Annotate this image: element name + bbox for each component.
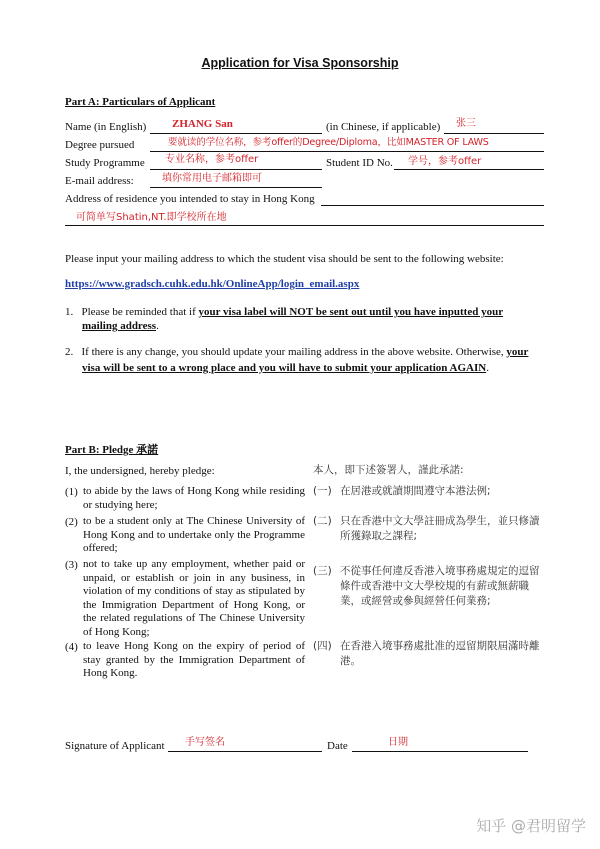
email-line <box>150 187 322 188</box>
pledge-en-number: (2) <box>65 516 78 528</box>
signature-value[interactable]: 手写签名 <box>185 737 225 748</box>
name-cn-label: (in Chinese, if applicable) <box>326 121 441 133</box>
name-cn-line <box>444 133 544 134</box>
part-a-heading: Part A: Particulars of Applicant <box>65 96 216 108</box>
student-id-label: Student ID No. <box>326 157 393 169</box>
student-id-line <box>394 169 544 170</box>
pledge-en-item: to leave Hong Kong on the expiry of period of stay granted by the Immigration Department of Hong Kong. <box>83 640 305 680</box>
name-en-value[interactable]: ZHANG San <box>172 118 233 130</box>
mailing-intro: Please input your mailing address to which the student visa should be sent to the following website: <box>65 253 504 265</box>
mailing-url-link[interactable]: https://www.gradsch.cuhk.edu.hk/OnlineApp/login_email.aspx <box>65 278 360 290</box>
document-page: Application for Visa Sponsorship Part A: Particulars of Applicant Name (in English) ZHANG San (in Chinese, if applicable) 张三 Degree pursued 要就读的学位名称，参考offer的Degree/Diploma，比如MASTER OF LAWS Study Programme 专业名称，参考offer Student ID No. 学号，参考offer E-mail address: 填你常用电子邮箱即可 Address of residence you intended to stay in Hong Kong 可简单写Shatin,NT.即学校所在地 Please input your mailing address to which the student visa should be sent to the following website: https://www.gradsch.cuhk.edu.hk/OnlineApp/login_email.aspx 1. Please be reminded that if your visa label will NOT be sent out until you have inputted your mailing address. 2. If there is any change, you should update your mailing address in the above website. Otherwise, your visa will be sent to a wrong place and you will have to submit your application AGAIN. Part B: Pledge 承諾 I, the undersigned, hereby pledge: 本人，即下述簽署人，謹此承諾: (1) to abide by the laws of Hong Kong while residing or studying here; (2) to be a student only at The Chinese University of Hong Kong and to undertake only the Programme offered; (3) not to take up any employment, whether paid or unpaid, or establish or join in any business, in violation of my conditions of stay as stipulated by the Immigration Department of Hong Kong, or the related regulations of The Chinese University of Hong Kong; (4) to leave Hong Kong on the expiry of period of stay granted by the Immigration Department of Hong Kong. (一) 在居港或就讀期間遵守本港法例; (二) 只在香港中文大學註冊成為學生，並只修讀所獲錄取之課程; (三) 不從事任何違反香港入境事務處規定的逗留條件或香港中文大學校規的有薪或無薪職業，或經營或參與經營任何業務; (四) 在香港入境事務處批准的逗留期限屆滿時離港。 Signature of Applicant 手写签名 Date 日期 知乎 @君明留学 <box>0 0 600 849</box>
pledge-en-number: (3) <box>65 559 78 571</box>
degree-line <box>150 151 544 152</box>
programme-line <box>150 169 322 170</box>
pledge-en-number: (1) <box>65 486 78 498</box>
item2-bold-2: visa will be sent to a wrong place and you will have to submit your application AGAIN <box>82 362 487 374</box>
signature-label: Signature of Applicant <box>65 740 165 752</box>
date-line <box>352 751 528 752</box>
name-cn-value[interactable]: 张三 <box>456 118 476 129</box>
degree-value[interactable]: 要就读的学位名称，参考offer的Degree/Diploma，比如MASTER OF LAWS <box>168 137 489 148</box>
signature-line <box>168 751 322 752</box>
student-id-value[interactable]: 学号，参考offer <box>408 156 482 167</box>
email-label: E-mail address: <box>65 175 134 187</box>
date-label: Date <box>327 740 348 752</box>
pledge-zh-number: (一) <box>313 485 332 497</box>
pledge-intro-zh: 本人，即下述簽署人，謹此承諾: <box>313 464 464 476</box>
item1-text: 1. Please be reminded that if <box>65 306 199 318</box>
pledge-zh-number: (三) <box>313 565 332 577</box>
part-b-heading: Part B: Pledge 承諾 <box>65 444 159 456</box>
name-en-label: Name (in English) <box>65 121 147 133</box>
pledge-en-item: not to take up any employment, whether paid or unpaid, or establish or join in any business, in violation of my conditions of stay as stipulated by the Immigration Department of Hong Kong, or the related regulations of The Chinese University of Hong Kong; <box>83 558 305 638</box>
degree-label: Degree pursued <box>65 139 135 151</box>
item1-bold: your visa label will NOT be sent out until you have inputted your <box>198 306 504 318</box>
pledge-zh-item: 在居港或就讀期間遵守本港法例; <box>340 485 491 497</box>
pledge-zh-item: 不從事任何違反香港入境事務處規定的逗留條件或香港中文大學校規的有薪或無薪職業，或經營或參與經營任何業務; <box>340 565 540 607</box>
pledge-en-number: (4) <box>65 641 78 653</box>
address-line-1 <box>321 205 544 206</box>
page-title: Application for Visa Sponsorship <box>201 56 399 70</box>
pledge-intro-en: I, the undersigned, hereby pledge: <box>65 465 215 477</box>
pledge-zh-number: (二) <box>313 515 332 527</box>
item2-text: 2. If there is any change, you should update your mailing address in the above website. Otherwise, <box>65 346 507 358</box>
pledge-en-item: to abide by the laws of Hong Kong while residing or studying here; <box>83 485 305 511</box>
pledge-en-item: to be a student only at The Chinese University of Hong Kong and to undertake only the Programme offered; <box>83 515 305 555</box>
item1-bold-2: mailing address <box>82 320 157 332</box>
address-line-2 <box>65 225 544 226</box>
pledge-zh-item: 只在香港中文大學註冊成為學生，並只修讀所獲錄取之課程; <box>340 515 540 542</box>
item2-bold: your <box>506 346 529 358</box>
programme-label: Study Programme <box>65 157 145 169</box>
address-label: Address of residence you intended to stay in Hong Kong <box>65 193 315 205</box>
email-value[interactable]: 填你常用电子邮箱即可 <box>162 173 262 184</box>
watermark: 知乎 @君明留学 <box>476 817 586 835</box>
date-value[interactable]: 日期 <box>388 737 408 748</box>
pledge-zh-item: 在香港入境事務處批准的逗留期限屆滿時離港。 <box>340 640 540 667</box>
address-value[interactable]: 可简单写Shatin,NT.即学校所在地 <box>76 212 227 223</box>
name-en-line <box>150 133 322 134</box>
programme-value[interactable]: 专业名称，参考offer <box>165 154 259 165</box>
pledge-zh-number: (四) <box>313 640 332 652</box>
